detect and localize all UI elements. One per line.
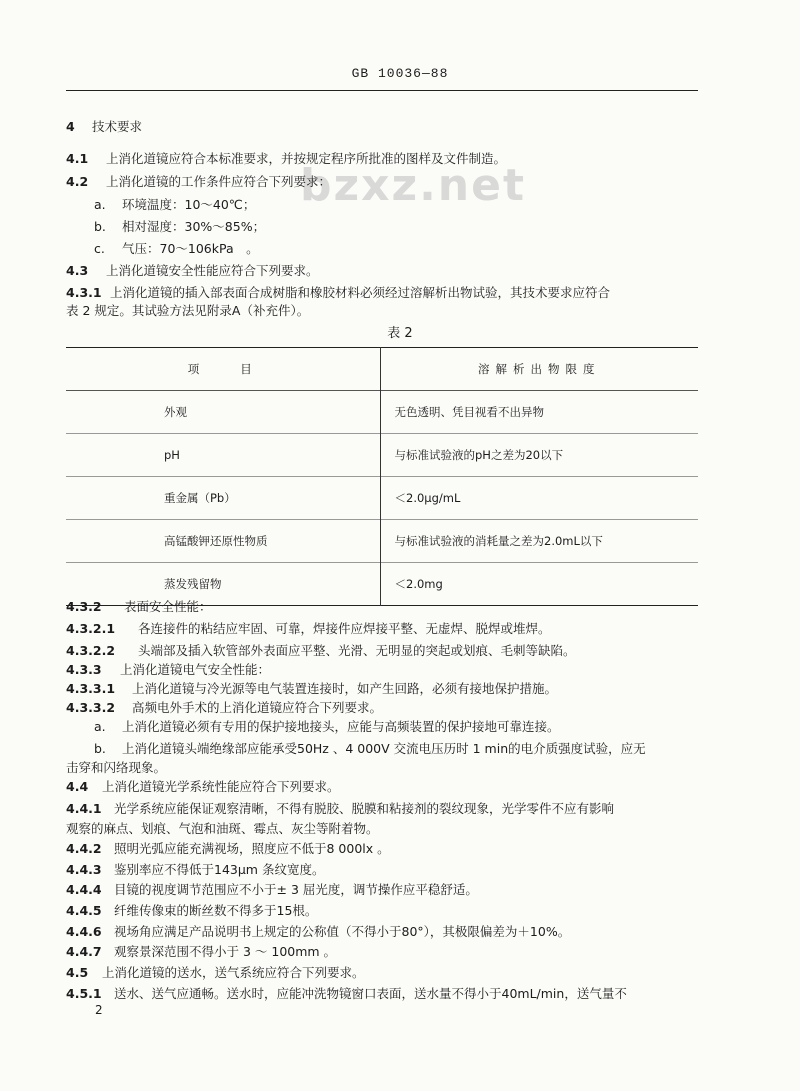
item-a: a. 环境温度：10～40℃； xyxy=(94,197,256,212)
table-cell: 蒸发残留物 xyxy=(164,577,222,591)
page-number: 2 xyxy=(95,1003,103,1017)
clause-4-1: 4.1 上消化道镜应符合本标准要求，并按规定程序所批准的图样及文件制造。 xyxy=(66,151,507,166)
clause-4-4: 4.4 上消化道镜光学系统性能应符合下列要求。 xyxy=(66,779,340,794)
table-row xyxy=(66,391,698,434)
header-rule xyxy=(66,90,698,91)
table-2 xyxy=(66,347,698,606)
table-cell: 与标准试验液的pH之差为20以下 xyxy=(380,434,698,477)
table-cell: 外观 xyxy=(164,405,187,419)
table-row xyxy=(66,520,698,563)
item-c: c. 气压：70～106kPa 。 xyxy=(94,241,259,256)
item-b-2-cont: 击穿和闪络现象。 xyxy=(66,760,167,775)
clause-4-3: 4.3 上消化道镜安全性能应符合下列要求。 xyxy=(66,263,319,278)
table-cell: 与标准试验液的消耗量之差为2.0mL以下 xyxy=(380,520,698,563)
item-b: b. 相对湿度：30%～85%； xyxy=(94,219,266,234)
table-cell: 高锰酸钾还原性物质 xyxy=(164,534,268,548)
item-b-2: b. 上消化道镜头端绝缘部应能承受50Hz 、4 000V 交流电压历时 1 min的电介质强度试验，应无 xyxy=(94,741,646,756)
col-header-limit: 溶解析出物限度 xyxy=(380,348,698,391)
table-cell: ＜2.0μg/mL xyxy=(380,477,698,520)
section-heading: 4 技术要求 xyxy=(66,119,143,134)
table-cell: 重金属（Pb） xyxy=(164,491,236,505)
table-cell: ＜2.0mg xyxy=(380,563,698,606)
col-header-item: 项 目 xyxy=(187,362,258,376)
clause-4-2: 4.2 上消化道镜的工作条件应符合下列要求： xyxy=(66,174,332,189)
clause-4-3-1-cont: 表 2 规定。其试验方法见附录A（补充件）。 xyxy=(66,303,310,318)
clause-4-4-1-cont: 观察的麻点、划痕、气泡和油斑、霉点、灰尘等附着物。 xyxy=(66,821,379,836)
clause-4-3-3: 4.3.3 上消化道镜电气安全性能： xyxy=(66,662,271,677)
clause-4-4-3: 4.4.3 鉴别率应不得低于143μm 条纹宽度。 xyxy=(66,862,325,877)
clause-4-3-1: 4.3.1 上消化道镜的插入部表面合成树脂和橡胶材料必须经过溶解析出物试验，其技术要求应符合 xyxy=(66,285,611,300)
table-cell: 无色透明、凭目视看不出异物 xyxy=(380,391,698,434)
clause-4-3-2: 4.3.2 表面安全性能： xyxy=(66,599,212,614)
clause-4-3-2-2: 4.3.2.2 头端部及插入软管部外表面应平整、光滑、无明显的突起或划痕、毛刺等缺陷。 xyxy=(66,643,576,658)
page-header: GB 10036—88 xyxy=(351,66,449,81)
clause-4-4-7: 4.4.7 观察景深范围不得小于 3 ～ 100mm 。 xyxy=(66,944,337,959)
watermark: bzxz.net xyxy=(300,160,527,211)
clause-4-4-6: 4.4.6 视场角应满足产品说明书上规定的公称值（不得小于80°），其极限偏差为＋10%。 xyxy=(66,924,571,939)
clause-4-3-3-1: 4.3.3.1 上消化道镜与冷光源等电气装置连接时，如产生回路，必须有接地保护措施。 xyxy=(66,681,558,696)
table-cell: pH xyxy=(164,448,180,462)
table-header-row xyxy=(66,348,698,391)
clause-4-5: 4.5 上消化道镜的送水，送气系统应符合下列要求。 xyxy=(66,965,365,980)
table-row xyxy=(66,477,698,520)
item-a-2: a. 上消化道镜必须有专用的保护接地接头，应能与高频装置的保护接地可靠连接。 xyxy=(94,719,560,734)
table-caption: 表 2 xyxy=(387,326,413,341)
clause-4-4-5: 4.4.5 纤维传像束的断丝数不得多于15根。 xyxy=(66,903,318,918)
clause-4-4-1: 4.4.1 光学系统应能保证观察清晰，不得有脱胶、脱膜和粘接剂的裂纹现象，光学零件不应有影响 xyxy=(66,801,615,816)
clause-4-4-4: 4.4.4 目镜的视度调节范围应不小于± 3 屈光度，调节操作应平稳舒适。 xyxy=(66,882,478,897)
table-row xyxy=(66,434,698,477)
clause-4-3-2-1: 4.3.2.1 各连接件的粘结应牢固、可靠，焊接件应焊接平整、无虚焊、脱焊或堆焊。 xyxy=(66,621,551,636)
clause-4-3-3-2: 4.3.3.2 高频电外手术的上消化道镜应符合下列要求。 xyxy=(66,700,383,715)
clause-4-5-1: 4.5.1 送水、送气应通畅。送水时，应能冲洗物镜窗口表面，送水量不得小于40mL/min，送气量不 xyxy=(66,986,627,1001)
clause-4-4-2: 4.4.2 照明光弧应能充满视场，照度应不低于8 000lx 。 xyxy=(66,841,390,856)
